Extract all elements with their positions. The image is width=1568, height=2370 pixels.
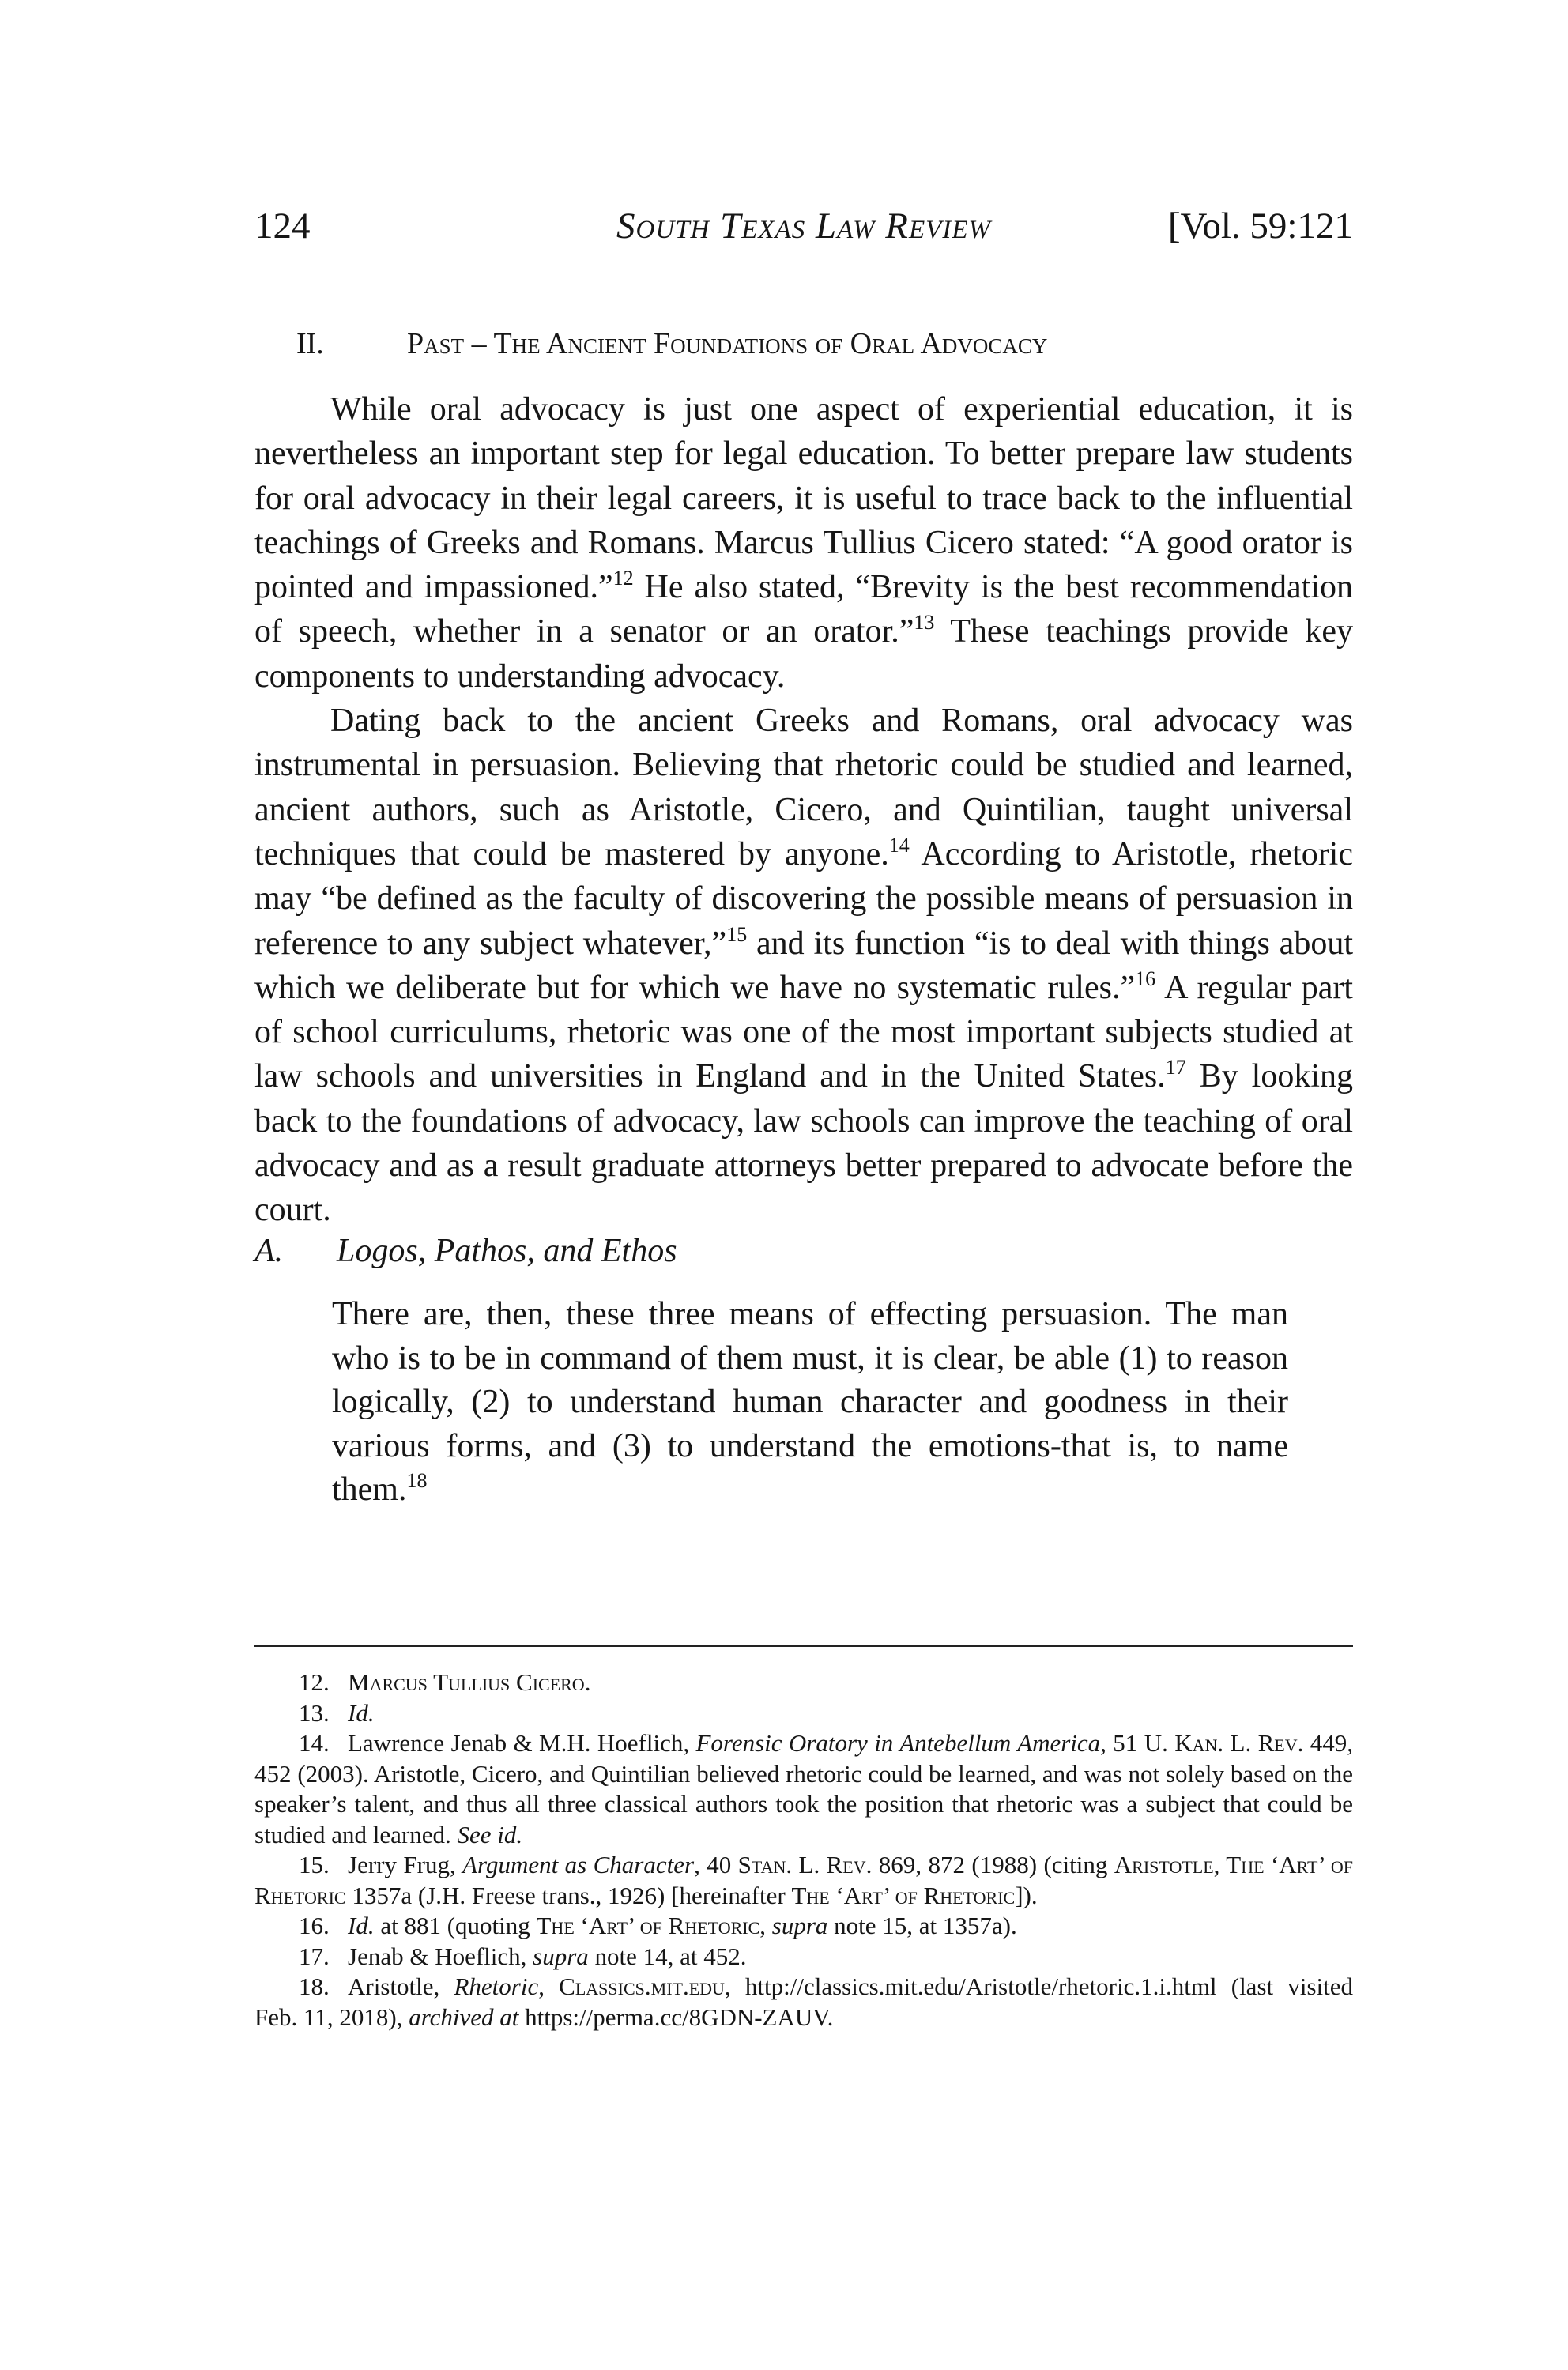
page-number: 124 <box>254 205 311 247</box>
footnote-text: Argument as Character <box>462 1851 695 1878</box>
footnote-text: See id. <box>457 1820 523 1848</box>
footnote-text: Marcus Tullius Cicero. <box>348 1668 591 1696</box>
footnote-divider <box>254 1645 1353 1647</box>
paragraph-text: and its function “is to deal with things about which we deliberate but for which we have no systematic rules.” <box>254 925 1353 1006</box>
footnote-13 <box>254 1698 1353 1729</box>
section-title: Past – The Ancient Foundations of Oral Advocacy <box>407 327 1048 360</box>
footnote-number: 15. <box>299 1851 330 1878</box>
footnote-text: Jenab & Hoeflich, <box>348 1942 533 1970</box>
footnote-16 <box>254 1911 1353 1942</box>
footnote-text: Rhetoric <box>454 1972 539 2000</box>
subsection-title: Logos, Pathos, and Ethos <box>337 1233 677 1269</box>
footnote-text: ]). <box>1015 1881 1038 1909</box>
footnote-text: Classics.mit.edu <box>559 1972 725 2000</box>
paragraph-text: While oral advocacy is just one aspect of experiential education, it is nevertheless an important step for legal education. To better prepare law students for oral advocacy in their legal careers, it is useful to trace back to the influential teachings of Greeks and Romans. Marcus Tullius Cicero stated: “A good orator is pointed and impassioned.” <box>254 391 1353 606</box>
footnote-number: 13. <box>299 1698 330 1727</box>
footnote-text: https://perma.cc/8GDN-ZAUV. <box>518 2003 834 2031</box>
footnote-number: 18. <box>299 1972 330 2000</box>
footnote-text: 449, 452 (2003). Aristotle, Cicero, and Quintilian believed rhetoric could be learned, and was not solely based on the speaker’s talent, and thus all three classical authors took the position that rhetoric was a subject that could be studied and learned. <box>254 1729 1353 1848</box>
footnote-ref-15: 15 <box>726 922 748 946</box>
footnote-17 <box>254 1942 1353 1972</box>
footnote-ref-17: 17 <box>1165 1056 1186 1079</box>
footnote-ref-14: 14 <box>888 833 910 857</box>
footnote-ref-13: 13 <box>914 611 935 635</box>
footnote-number: 17. <box>299 1942 330 1970</box>
paragraph-text: Dating back to the ancient Greeks and Romans, oral advocacy was instrumental in persuasion. Believing that rhetoric could be studied and learned, ancient authors, such as Aristotle, Cicero, and Quintilian, taught universal techniques that could be mastered by anyone. <box>254 703 1353 872</box>
footnote-text: Id. <box>348 1698 375 1727</box>
footnote-12 <box>254 1667 1353 1698</box>
paragraph-2 <box>254 699 1353 1233</box>
section-heading <box>296 324 1047 364</box>
footnote-14 <box>254 1728 1353 1850</box>
paragraph-text: He also stated, “Brevity is the best recommendation of speech, whether in a senator or an orator.” <box>254 569 1353 650</box>
footnote-text: The ‘Art’ of Rhetoric <box>791 1881 1016 1909</box>
footnote-text: note 15, at 1357a). <box>827 1912 1017 1939</box>
footnote-text: archived at <box>409 2003 519 2031</box>
subsection-letter: A. <box>254 1233 284 1269</box>
footnote-text: at 881 (quoting <box>374 1912 537 1939</box>
footnote-18 <box>254 1972 1353 2033</box>
footnote-ref-12: 12 <box>612 567 634 590</box>
subsection-heading <box>254 1229 677 1273</box>
footnote-text: U. Kan. L. Rev. <box>1144 1729 1304 1757</box>
footnote-text: note 14, at 452. <box>588 1942 747 1970</box>
footnote-text: , 40 <box>694 1851 738 1878</box>
footnote-15 <box>254 1850 1353 1911</box>
footnote-text: , <box>538 1972 560 2000</box>
footnote-text: Forensic Oratory in Antebellum America <box>695 1729 1101 1757</box>
paragraph-text: These teachings provide key components to understanding advocacy. <box>254 613 1353 695</box>
footnote-number: 14. <box>299 1729 330 1757</box>
footnote-text: supra <box>771 1912 828 1939</box>
footnote-text: Aristotle, The ‘Art’ of Rhetoric <box>254 1851 1354 1909</box>
footnote-text: supra <box>533 1942 589 1970</box>
paragraph-text: According to Aristotle, rhetoric may “be defined as the faculty of discovering the possible means of persuasion in reference to any subject whatever,” <box>254 835 1353 962</box>
footnote-text: Aristotle, <box>348 1972 454 2000</box>
volume-citation: [Vol. 59:121 <box>1167 205 1353 247</box>
block-quote <box>332 1293 1288 1513</box>
footnote-text: The ‘Art’ of Rhetoric, <box>536 1912 767 1939</box>
running-header <box>254 202 1353 250</box>
footnote-text: Stan. L. Rev. <box>737 1851 873 1878</box>
journal-title: South Texas Law Review <box>616 205 991 247</box>
body-text <box>254 387 1353 1233</box>
footnote-number: 16. <box>299 1912 330 1939</box>
footnotes <box>254 1667 1353 2033</box>
footnote-text: Jerry Frug, <box>348 1851 463 1878</box>
footnote-ref-16: 16 <box>1135 966 1156 990</box>
block-quote-text: There are, then, these three means of effecting persuasion. The man who is to be in command of them must, it is clear, be able (1) to reason logically, (2) to understand human character and goodness in their various forms, and (3) to understand the emotions-that is, to name them. <box>332 1296 1288 1508</box>
paragraph-text: A regular part of school curriculums, rhetoric was one of the most important subjects studied at law schools and universities in England and in the United States. <box>254 969 1353 1095</box>
footnote-text: , http://classics.mit.edu/Aristotle/rhetoric.1.i.html (last visited Feb. 11, 2018), <box>254 1972 1353 2031</box>
paragraph-1 <box>254 387 1353 699</box>
footnote-text <box>766 1912 772 1939</box>
footnote-ref-18: 18 <box>406 1469 428 1492</box>
footnote-text: 869, 872 (1988) (citing <box>872 1851 1114 1878</box>
footnote-text: 1357a (J.H. Freese trans., 1926) [hereinafter <box>345 1881 792 1909</box>
footnote-text: Lawrence Jenab & M.H. Hoeflich, <box>348 1729 696 1757</box>
footnote-text: , 51 <box>1100 1729 1144 1757</box>
paragraph-text: By looking back to the foundations of advocacy, law schools can improve the teaching of oral advocacy and as a result graduate attorneys better prepared to advocate before the court. <box>254 1058 1353 1229</box>
footnote-number: 12. <box>299 1668 330 1696</box>
section-number: II. <box>296 327 324 360</box>
footnote-text: Id. <box>348 1912 375 1939</box>
